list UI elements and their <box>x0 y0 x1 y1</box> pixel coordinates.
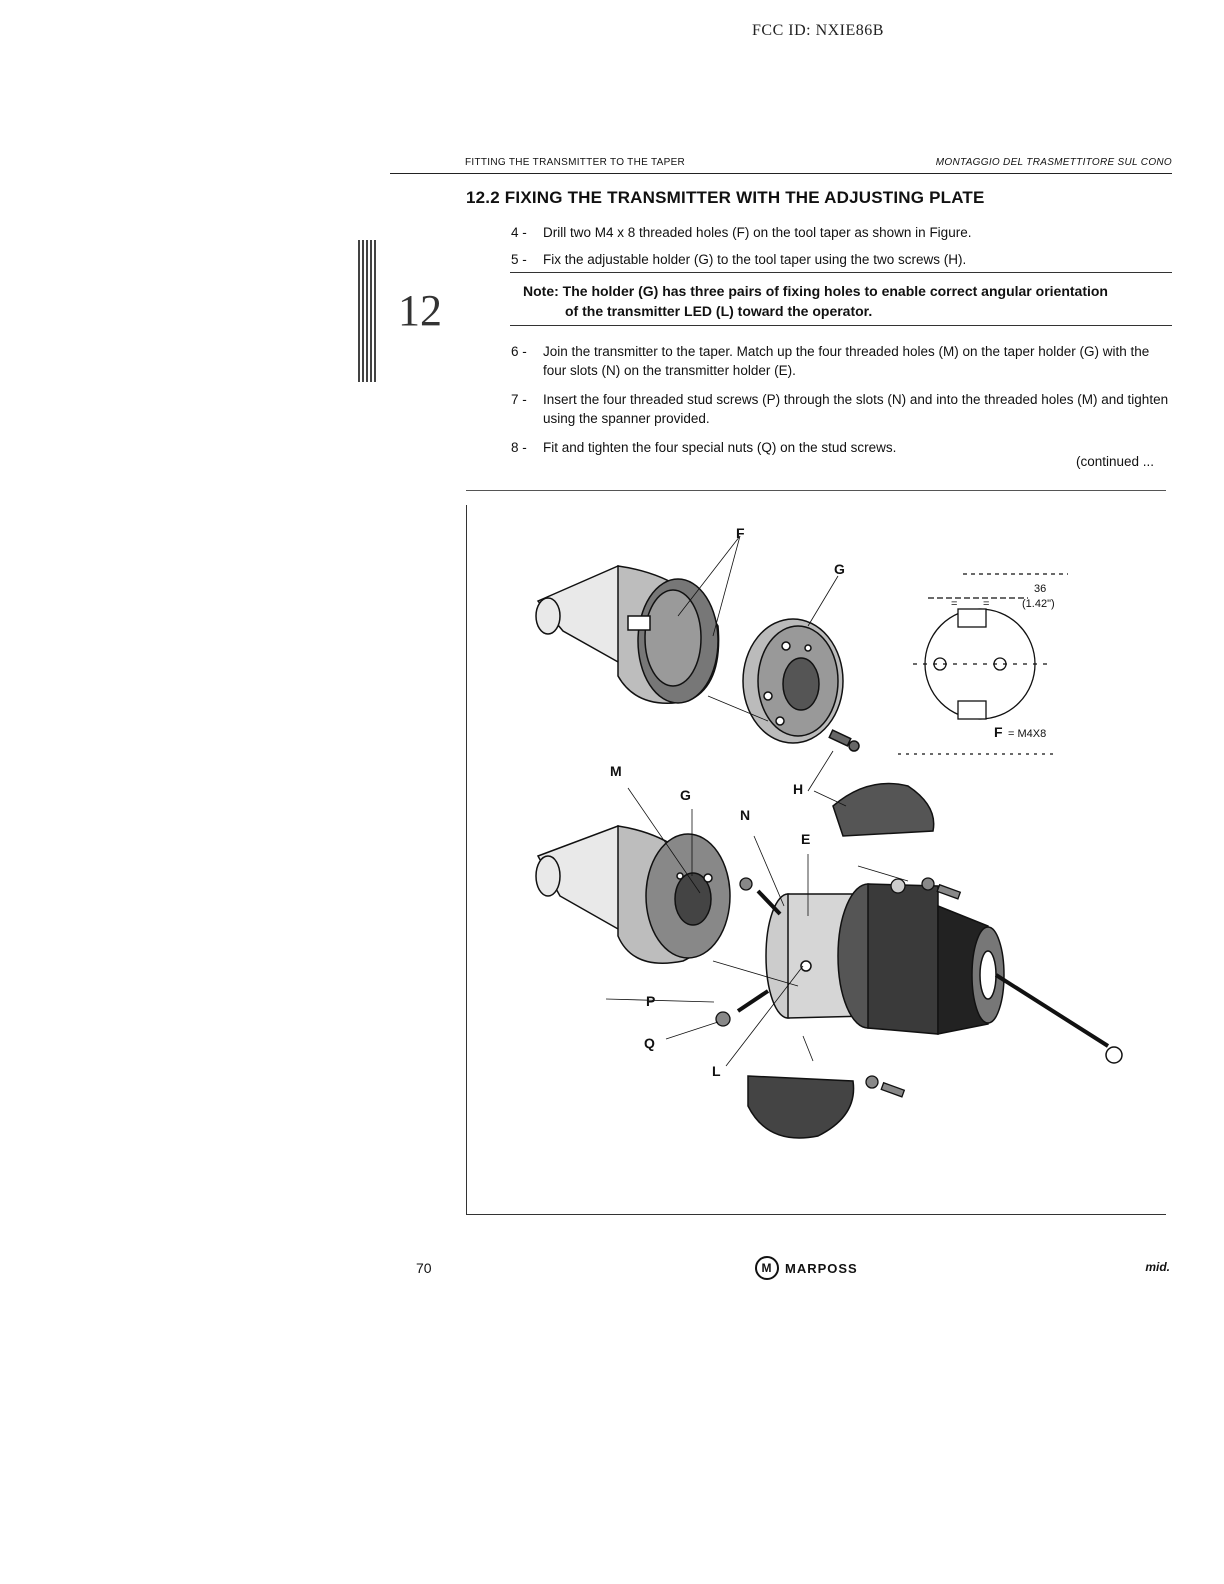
figure-top-rule <box>466 490 1166 491</box>
section-title: 12.2 FIXING THE TRANSMITTER WITH THE ADJUSTING PLATE <box>466 188 985 207</box>
marposs-logo-icon: M <box>755 1256 779 1280</box>
step-item <box>511 250 1176 269</box>
label-l: L <box>712 1063 721 1079</box>
label-e: E <box>801 831 811 847</box>
dimension-eq-right: = <box>983 598 990 610</box>
figure-frame-bottom <box>466 1214 1166 1215</box>
step-item <box>511 390 1176 428</box>
label-g-mid: G <box>680 787 691 803</box>
note-line-1: Note: The holder (G) has three pairs of fixing holes to enable correct angular orientation <box>523 283 1108 299</box>
dimension-inch: (1.42") <box>1022 598 1055 610</box>
brand-name: MARPOSS <box>785 1260 858 1276</box>
step-item <box>511 223 1176 242</box>
step-number: 5 - <box>511 252 527 267</box>
step-number: 7 - <box>511 392 527 407</box>
step-number: 6 - <box>511 344 527 359</box>
step-number: 4 - <box>511 225 527 240</box>
fcc-id: FCC ID: NXIE86B <box>752 22 884 39</box>
step-text: Join the transmitter to the taper. Match up the four threaded holes (M) on the taper holder (G) with the four slots (N) on the transmitter holder (E). <box>543 344 1150 378</box>
screw-drawing <box>829 730 859 751</box>
chapter-number: 12 <box>398 286 442 335</box>
note-box <box>523 281 1168 321</box>
dimension-eq-left: = <box>951 598 958 610</box>
note-rule-top <box>510 272 1172 273</box>
callout-spec: = M4X8 <box>1008 728 1047 740</box>
note-line-2: of the transmitter LED (L) toward the operator. <box>565 303 873 319</box>
footer-code: mid. <box>1145 1260 1170 1274</box>
lower-taper-drawing <box>536 826 730 963</box>
label-g-top: G <box>834 561 845 577</box>
figure-frame-left <box>466 505 467 1215</box>
label-p: P <box>646 993 656 1009</box>
assembly-figure <box>468 506 1168 1212</box>
step-text: Fix the adjustable holder (G) to the tool taper using the two screws (H). <box>543 252 967 267</box>
step-text: Drill two M4 x 8 threaded holes (F) on the tool taper as shown in Figure. <box>543 225 972 240</box>
step-text: Fit and tighten the four special nuts (Q) on the stud screws. <box>543 440 897 455</box>
brand <box>755 1256 858 1280</box>
upper-taper-drawing <box>536 566 719 703</box>
step-number: 8 - <box>511 440 527 455</box>
callout-letter-f: F <box>994 724 1003 740</box>
note-rule-bottom <box>510 325 1172 326</box>
header-left: FITTING THE TRANSMITTER TO THE TAPER <box>465 157 686 168</box>
chapter-tab-mark <box>358 240 376 382</box>
header-right: MONTAGGIO DEL TRASMETTITORE SUL CONO <box>935 157 1172 168</box>
dimension-value: 36 <box>1034 583 1047 595</box>
label-h: H <box>793 781 804 797</box>
page-number: 70 <box>416 1260 432 1276</box>
label-q: Q <box>644 1035 655 1051</box>
adjusting-plate-drawing <box>743 619 843 743</box>
header-rule <box>390 173 1172 174</box>
label-n: N <box>740 807 751 823</box>
continued-note: (continued ... <box>1076 454 1155 469</box>
label-m: M <box>610 763 622 779</box>
step-item <box>511 342 1176 380</box>
label-f: F <box>736 525 745 541</box>
step-text: Insert the four threaded stud screws (P) through the slots (N) and into the threaded holes (M) and tighten using the spanner provided. <box>543 392 1169 426</box>
transmitter-body-drawing <box>766 884 1122 1063</box>
